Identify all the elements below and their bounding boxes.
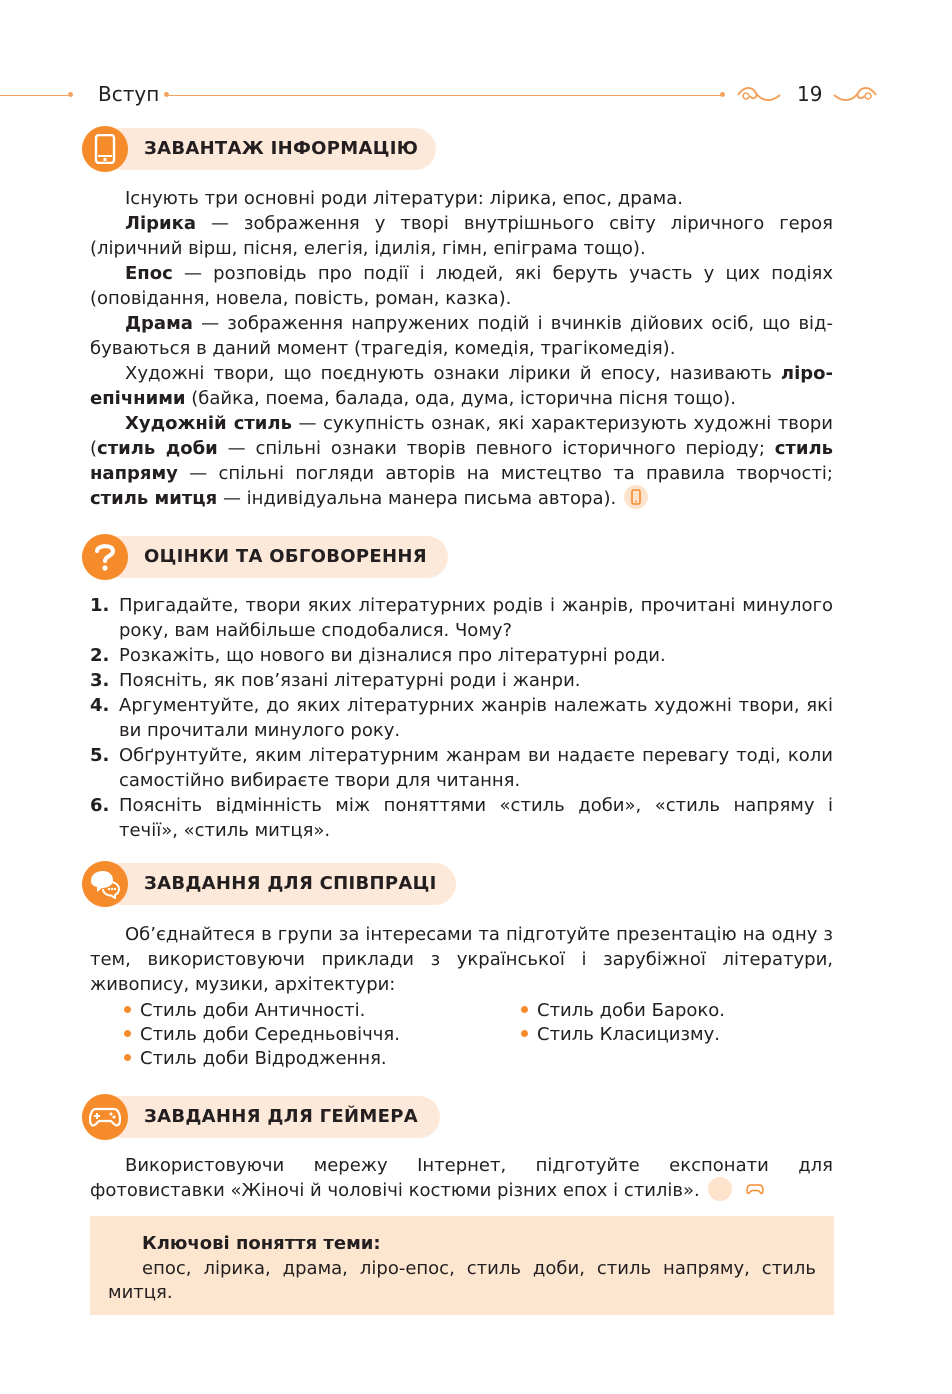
section-title: ЗАВДАННЯ ДЛЯ ГЕЙМЕРА: [144, 1106, 418, 1127]
key-concepts-box: [90, 1216, 834, 1315]
paragraph: [90, 386, 833, 411]
bullet-list-left: [124, 999, 400, 1071]
question-number: 2.: [90, 645, 110, 666]
section-title: ЗАВДАННЯ ДЛЯ СПІВПРАЦІ: [144, 873, 437, 894]
text: (байка, поема, балада, ода, дума, історична пісня тощо).: [185, 388, 736, 409]
question-text: Розкажіть, що нового ви дізналися про літературні роди.: [119, 645, 666, 666]
question-text: Пригадайте, твори яких літературних родів і жанрів, прочитані минулого року, вам найбільше сподобалися. Чому?: [119, 595, 833, 641]
bullet-item: [521, 1023, 725, 1047]
key-concepts-title: Ключові поняття теми:: [142, 1233, 381, 1254]
question-icon: [93, 542, 117, 572]
paragraph: [90, 311, 833, 336]
heading-circle: [82, 861, 128, 907]
term: Художній стиль: [125, 413, 292, 434]
heading-circle: [82, 1094, 128, 1140]
collab-intro: Об’єднайтеся в групи за інтересами та підготуйте презентацію на одну з тем, використовуючи приклади з української і зарубіжної літератури, живопису, музики, архітектури:: [90, 924, 833, 995]
term: стиль доби: [97, 438, 218, 459]
info-text: [90, 186, 833, 511]
text: — розповідь про події і людей, які беруть участь у цих подіях: [172, 263, 833, 284]
bullet-dot: [124, 1054, 131, 1061]
paragraph: [90, 361, 833, 386]
question-number: 3.: [90, 670, 110, 691]
text: — зображення у творі внутрішнього світу ліричного героя: [195, 213, 833, 234]
smartphone-icon: [94, 134, 116, 164]
paragraph: (оповідання, новела, повість, роман, казка).: [90, 288, 512, 309]
text: — індивідуальна манера письма автора).: [217, 488, 617, 509]
bullet-text: Стиль доби Бароко.: [537, 1000, 725, 1021]
header-rule: [169, 95, 722, 96]
text: Художні твори, що поєднують ознаки лірики й епосу, називають: [125, 363, 781, 384]
section-title: ЗАВАНТАЖ ІНФОРМАЦІЮ: [144, 138, 419, 159]
header-rule-left: [0, 95, 68, 96]
paragraph: [90, 486, 833, 511]
question-item: [90, 693, 833, 743]
paragraph: буваються в даний момент (трагедія, комедія, трагікомедія).: [90, 338, 676, 359]
term: стиль: [774, 438, 834, 459]
running-header: [0, 80, 952, 110]
term: Епос: [125, 263, 173, 284]
question-text: Поясніть, як пов’язані літературні роди і жанри.: [119, 670, 581, 691]
question-text: Аргументуйте, до яких літературних жанрів належать художні твори, які ви прочитали минулого року.: [119, 695, 833, 741]
question-list: [90, 593, 833, 843]
chat-bubbles-icon: [88, 869, 122, 899]
question-number: 1.: [90, 595, 110, 616]
question-item: [90, 793, 833, 843]
term: ліро-: [780, 363, 833, 384]
heading-circle: [82, 534, 128, 580]
term: Лірика: [125, 213, 196, 234]
question-number: 4.: [90, 695, 110, 716]
term: напряму: [90, 463, 178, 484]
bullet-item: [124, 1023, 400, 1047]
paragraph: [90, 436, 833, 461]
paragraph: [90, 411, 833, 436]
text: — спільні ознаки творів певного історичного періоду;: [217, 438, 775, 459]
ornament-icon: [736, 84, 782, 106]
bullet-text: Стиль доби Відродження.: [140, 1048, 387, 1069]
smartphone-mini-icon: [624, 485, 648, 509]
question-item: [90, 743, 833, 793]
bullet-text: Стиль доби Античності.: [140, 1000, 366, 1021]
term: стиль митця: [90, 488, 218, 509]
question-text: Поясніть відмінність між поняттями «стиль доби», «стиль напряму і течії», «стиль митця».: [119, 795, 833, 841]
bullet-item: [124, 999, 400, 1023]
paragraph: [90, 211, 833, 236]
bullet-dot: [521, 1006, 528, 1013]
bullet-list-right: [521, 999, 725, 1047]
paragraph: (ліричний вірш, пісня, елегія, ідилія, гімн, епіграма тощо).: [90, 238, 646, 259]
bullet-dot: [521, 1030, 528, 1037]
ornament-icon: [832, 84, 878, 106]
text: Використовуючи мережу Інтернет, підготуйте експонати для фотовиставки «Жіночі й чоловічі костюми різних епох і стилів».: [90, 1155, 833, 1201]
page-number: 19: [797, 82, 823, 106]
key-concepts-body: епос, лірика, драма, ліро-епос, стиль доби, стиль напряму, стиль митця.: [108, 1258, 816, 1303]
text: (: [90, 438, 98, 459]
header-dot: [68, 92, 73, 97]
question-text: Обґрунтуйте, яким літературним жанрам ви надаєте перевагу тоді, коли самостійно вибираєте твори для читання.: [119, 745, 833, 791]
gamer-text: [90, 1153, 833, 1203]
gamepad-icon: [89, 1105, 121, 1129]
heading-circle: [82, 126, 128, 172]
header-section-title: Вступ: [98, 82, 160, 106]
question-number: 5.: [90, 745, 110, 766]
bullet-text: Стиль доби Середньовіччя.: [140, 1024, 400, 1045]
section-title: ОЦІНКИ ТА ОБГОВОРЕННЯ: [144, 546, 427, 567]
gamepad-mini-icon: [708, 1177, 732, 1201]
paragraph: Існують три основні роди літератури: лірика, епос, драма.: [125, 188, 683, 209]
term: епічними: [90, 388, 186, 409]
question-item: [90, 593, 833, 643]
question-number: 6.: [90, 795, 110, 816]
bullet-text: Стиль Класицизму.: [537, 1024, 720, 1045]
text: — зображення напружених подій і вчинків дійових осіб, що від-: [192, 313, 833, 334]
bullet-dot: [124, 1030, 131, 1037]
bullet-item: [124, 1047, 400, 1071]
paragraph: [90, 461, 833, 486]
header-dot: [720, 92, 725, 97]
question-item: [90, 668, 833, 693]
text: — спільні погляди авторів на мистецтво та правила творчості;: [177, 463, 833, 484]
term: Драма: [125, 313, 193, 334]
bullet-dot: [124, 1006, 131, 1013]
bullet-item: [521, 999, 725, 1023]
question-item: [90, 643, 833, 668]
paragraph: [90, 261, 833, 286]
text: — сукупність ознак, які характеризують художні твори: [291, 413, 833, 434]
